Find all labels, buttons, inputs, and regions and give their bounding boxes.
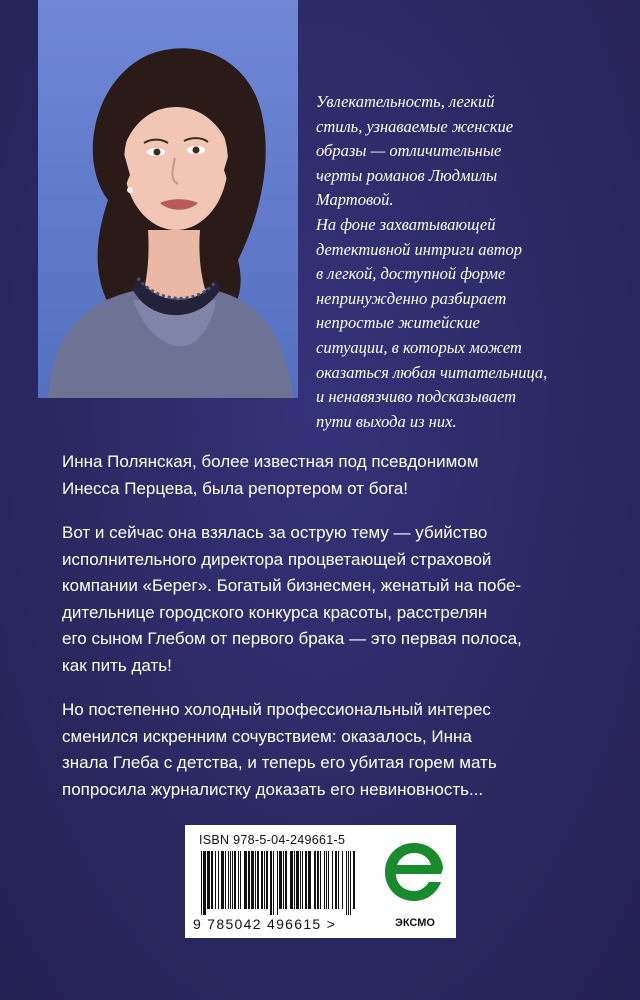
blurb-line: На фоне захватывающей bbox=[316, 214, 496, 234]
blurb-line: непринужденно разбирает bbox=[316, 288, 507, 308]
blurb-line: пути выхода из них. bbox=[316, 411, 457, 431]
barcode-bar bbox=[308, 851, 311, 909]
blurb-line: в легкой, доступной форме bbox=[316, 264, 506, 284]
annotation-line: как пить дать! bbox=[62, 655, 172, 675]
barcode-bar bbox=[251, 851, 254, 909]
barcode-bar bbox=[294, 851, 295, 909]
barcode-bar bbox=[346, 851, 347, 915]
barcode-bar bbox=[255, 851, 256, 909]
barcode-bar bbox=[338, 851, 339, 909]
author-portrait-illustration bbox=[38, 0, 298, 398]
barcode-bar bbox=[266, 851, 268, 909]
barcode-panel bbox=[185, 825, 456, 938]
barcode-bar bbox=[277, 851, 278, 915]
barcode-bar bbox=[350, 851, 351, 915]
annotation-line: сменился искренним сочувствием: оказалось, Инна bbox=[62, 726, 472, 746]
blurb-line: Увлекательность, легкий bbox=[316, 92, 495, 111]
barcode-bar bbox=[211, 851, 213, 909]
barcode-bar bbox=[328, 851, 329, 909]
barcode-bar bbox=[270, 851, 272, 915]
annotation-paragraph-3 bbox=[62, 697, 622, 803]
book-annotation bbox=[62, 449, 622, 821]
barcode-bar bbox=[228, 851, 229, 909]
barcode-digits: 9 785042 496615 > bbox=[193, 916, 337, 932]
barcode-bar bbox=[215, 851, 216, 909]
barcode-bar bbox=[232, 851, 233, 909]
barcode-bar bbox=[302, 851, 303, 909]
blurb-line: и ненавязчиво подсказывает bbox=[316, 387, 517, 407]
blurb-line: детективной интриги автор bbox=[316, 239, 523, 259]
barcode-bar bbox=[221, 851, 224, 909]
barcode-bar bbox=[305, 851, 307, 909]
barcode-bar bbox=[244, 851, 247, 909]
annotation-line: исполнительного директора процветающей страховой bbox=[62, 549, 492, 569]
author-photo bbox=[38, 0, 298, 398]
blurb-line: черты романов Людмилы bbox=[316, 165, 498, 185]
barcode-bar bbox=[218, 851, 219, 909]
barcode-bar bbox=[240, 851, 241, 909]
annotation-line: попросила журналистку доказать его невиновность... bbox=[62, 779, 484, 799]
annotation-line: Инна Полянская, более известная под псевдонимом bbox=[62, 452, 479, 471]
barcode-bar bbox=[248, 851, 250, 909]
barcode-bars bbox=[199, 851, 359, 915]
barcode-bar bbox=[257, 851, 259, 909]
barcode-bar bbox=[300, 851, 301, 909]
annotation-line: дительнице городского конкурса красоты, расстрелян bbox=[62, 602, 488, 622]
barcode-bar bbox=[261, 851, 263, 909]
author-blurb bbox=[316, 90, 616, 434]
barcode-bar bbox=[342, 851, 343, 909]
annotation-line: Инесса Перцева, была репортером от бога! bbox=[62, 478, 408, 498]
barcode-bar bbox=[324, 851, 325, 909]
barcode-bar bbox=[320, 851, 321, 909]
barcode-bar bbox=[317, 851, 319, 909]
blurb-line: образы — отличительные bbox=[316, 141, 502, 161]
barcode-bar bbox=[326, 851, 327, 909]
barcode-bar bbox=[332, 851, 333, 909]
barcode-bar bbox=[335, 851, 337, 909]
publisher-name: ЭКСМО bbox=[395, 917, 435, 929]
barcode-bar bbox=[273, 851, 274, 915]
barcode-bar bbox=[264, 851, 265, 909]
barcode-bar bbox=[207, 851, 210, 909]
barcode-bar bbox=[290, 851, 293, 909]
blurb-line: оказаться любая читательница, bbox=[316, 362, 548, 382]
annotation-line: компании «Берег». Богатый бизнесмен, женатый на побе- bbox=[62, 576, 522, 595]
barcode-bar bbox=[314, 851, 316, 909]
annotation-line: Вот и сейчас она взялась за острую тему — убийство bbox=[62, 523, 488, 542]
barcode-bar bbox=[279, 851, 282, 909]
blurb-line: стиль, узнаваемые женские bbox=[316, 116, 514, 136]
barcode-bar bbox=[201, 851, 202, 915]
barcode-bar bbox=[285, 851, 287, 909]
barcode-bar bbox=[234, 851, 236, 909]
barcode-bar bbox=[353, 851, 355, 909]
annotation-paragraph-1 bbox=[62, 449, 622, 502]
barcode-bar bbox=[203, 851, 206, 915]
barcode-bar bbox=[348, 851, 349, 915]
eksmo-logo-icon bbox=[381, 839, 447, 909]
barcode-bar bbox=[238, 851, 239, 909]
annotation-line: знала Глеба с детства, и теперь его убитая горем мать bbox=[62, 753, 497, 772]
blurb-line: ситуации, в которых может bbox=[316, 337, 522, 357]
annotation-line: Но постепенно холодный профессиональный интерес bbox=[62, 700, 491, 719]
isbn-label: ISBN 978-5-04-249661-5 bbox=[199, 833, 346, 847]
barcode-bar bbox=[230, 851, 231, 909]
barcode-bar bbox=[283, 851, 284, 909]
barcode-bar bbox=[296, 851, 299, 909]
annotation-line: его сыном Глебом от первого брака — это первая полоса, bbox=[62, 629, 522, 648]
blurb-line: непростые житейские bbox=[316, 313, 480, 333]
barcode-bar bbox=[225, 851, 226, 909]
blurb-line: Мартовой. bbox=[316, 190, 394, 210]
annotation-paragraph-2 bbox=[62, 520, 622, 679]
